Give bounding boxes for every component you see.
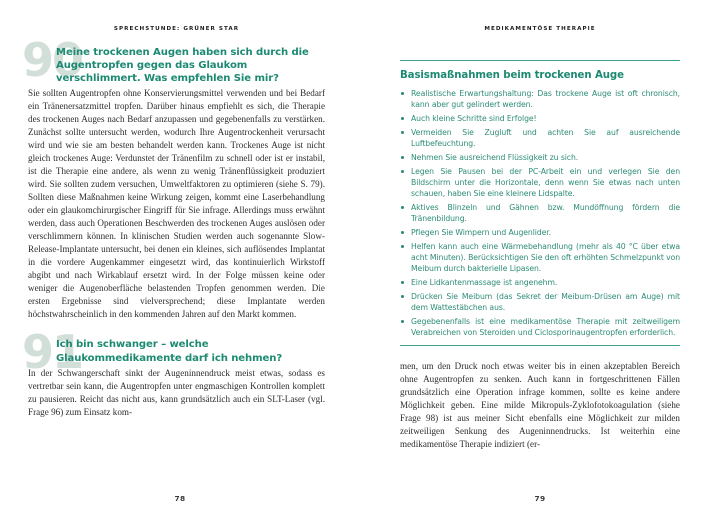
question-title-90: Meine trockenen Augen haben sich durch die Augentropfen gegen das Glaukom verschlimmert. Was empfehlen Sie mir?	[56, 47, 309, 85]
question-block-91	[22, 325, 325, 418]
list-item: Auch kleine Schritte sind Erfolge!	[400, 113, 680, 124]
list-item: Nehmen Sie ausreichend Flüssigkeit zu sich.	[400, 152, 680, 163]
list-item: Gegebenenfalls ist eine medikamentöse Therapie mit zeitweiligem Verabreichen von Steroiden und Ciclosporinaugentropfen erforderlich.	[400, 316, 680, 338]
list-item: Realistische Erwartungshaltung: Das trockene Auge ist oft chronisch, kann aber gut gelindert werden.	[400, 88, 680, 110]
question-number-90: 90	[22, 33, 83, 87]
running-head-right: MEDIKAMENTÖSE THERAPIE	[484, 26, 596, 32]
continuation-body-text: men, um den Druck noch etwas weiter bis in einen akzeptablen Bereich ohne Augentropfen zu senken. Auch kann in fortgeschrittenen Fällen grundsätzlich eine Operation infrage kommen, sollte es keine andere Möglichkeit geben. Eine milde Mikropuls-Zyklofotokoagulation (siehe Frage 98) ist aus meiner Sicht ebenfalls eine Möglichkeit zur milden zeitweiligen Senkung des Augeninnendrucks. Ist weiterhin eine medikamentöse Therapie indiziert (er-	[400, 361, 680, 450]
list-item: Drücken Sie Meibum (das Sekret der Meibum-Drüsen am Auge) mit dem Wattestäbchen aus.	[400, 291, 680, 313]
list-item: Eine Lidkantenmassage ist angenehm.	[400, 277, 680, 288]
list-item: Vermeiden Sie Zugluft und achten Sie auf ausreichende Luftbefeuchtung.	[400, 127, 680, 149]
info-box-bullet-list	[400, 88, 680, 339]
info-box	[400, 60, 680, 346]
question-body-90: Sie sollten Augentropfen ohne Konservierungsmittel verwenden und bei Bedarf ein Tränenersatzmittel tropfen. Darüber hinaus empfiehlt es sich, die Therapie des trockenen Auges nach Bedarf anzupassen und gegebenenfalls zu verstärken. Zunächst sollte untersucht werden, wodurch Ihre Augentrockenheit verursacht wird und wie sie am besten behandelt werden kann. Trockenes Auge ist nicht gleich trockenes Auge: Verdunstet der Tränenfilm zu schnell oder ist er instabil, ist die Therapie eine andere, als wenn zu wenig Tränenflüssigkeit produziert wird. Sie sollten zudem versuchen, Umweltfaktoren zu optimieren (siehe S. 79). Sollten diese Maßnahmen keine Wirkung zeigen, kommt eine Laserbehandlung oder ein glaukomchirurgischer Eingriff für Sie infrage. Allerdings muss erwähnt werden, dass auch Operationen Beschwerden des trockenen Auges auslösen oder verschlimmern können. In klinischen Studien werden auch sogenannte Slow-Release-Implantate untersucht, bei denen ein kleines, sich auflösendes Implantat in die vordere Augenkammer eingesetzt wird, das kontinuierlich Wirkstoff abgibt und nach Wirkablauf ersetzt wird. In der Folge müssen keine oder weniger die Augenoberfläche belastenden Tropfen genommen werden. Die ersten Ergebnisse sind vielversprechend; diese Implantate werden höchstwahrscheinlich in den kommenden Jahren auf den Markt kommen.	[28, 88, 325, 319]
question-number-91: 91	[22, 325, 83, 380]
list-item: Legen Sie Pausen bei der PC-Arbeit ein und verlegen Sie den Bildschirm unter die Horizontale, denn wenn Sie etwas nach unten schauen, haben Sie eine kleinere Lidspalte.	[400, 166, 680, 200]
list-item: Pflegen Sie Wimpern und Augenlider.	[400, 227, 680, 238]
page-right	[360, 0, 720, 527]
question-block-90	[22, 33, 325, 320]
info-box-title: Basismaßnahmen beim trockenen Auge	[400, 70, 624, 81]
question-body-91: In der Schwangerschaft sinkt der Augeninnendruck meist etwas, sodass es vertretbar sein kann, die Augentropfen unter engmaschigen Kontrollen komplett zu pausieren. Reicht das nicht aus, kann grundsätzlich auch ein SLT-Laser (vgl. Frage 96) zum Einsatz kom-	[28, 367, 325, 417]
list-item: Helfen kann auch eine Wärmebehandlung (mehr als 40 °C über etwa acht Minuten). Berücksichtigen Sie den oft erhöhten Schmelzpunkt von Meibum durch bakterielle Lipasen.	[400, 241, 680, 275]
running-head-left: SPRECHSTUNDE: GRÜNER STAR	[113, 26, 240, 32]
page-number-right: 79	[534, 494, 546, 503]
page-number-left: 78	[174, 494, 186, 503]
question-title-91: Ich bin schwanger – welche Glaukommedikamente darf ich nehmen?	[56, 339, 283, 364]
list-item: Aktives Blinzeln und Gähnen bzw. Mundöffnung fördern die Tränenbildung.	[400, 202, 680, 224]
